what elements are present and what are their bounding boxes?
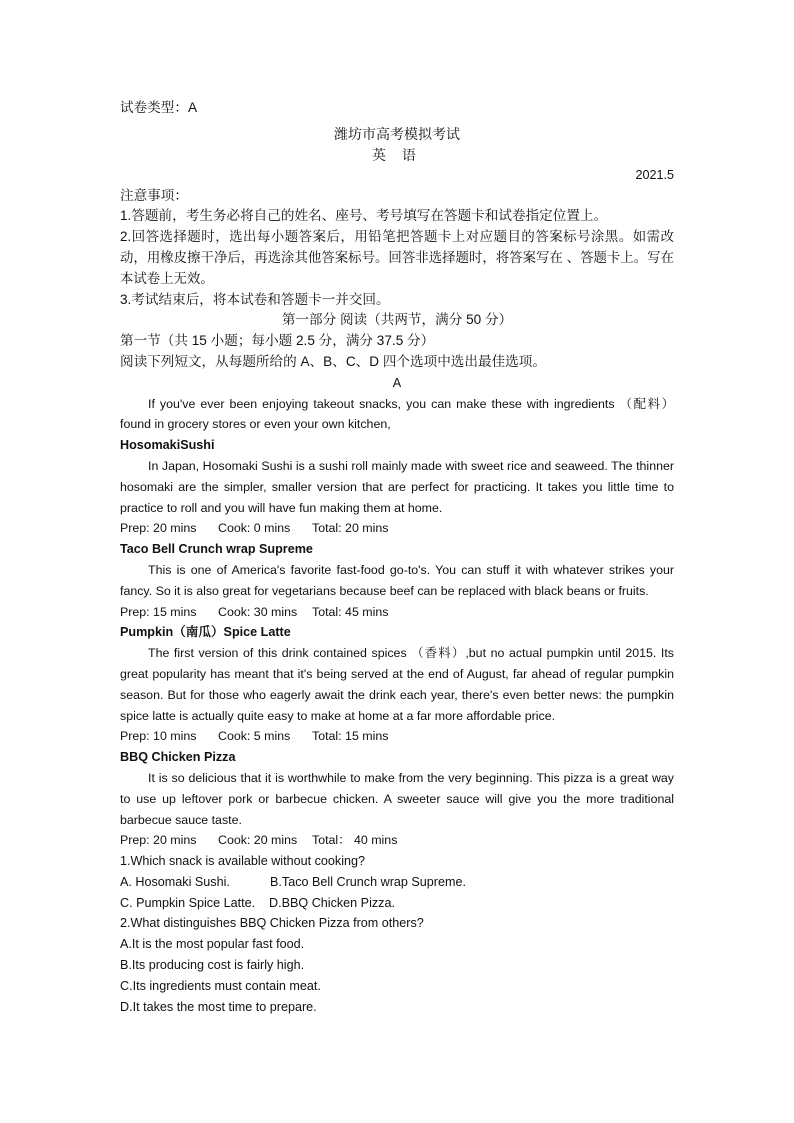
snack-times [120, 726, 674, 747]
snack-description: This is one of America's favorite fast-food go-to's. You can stuff it with whatever strikes your fancy. So it is also great for vegetarians because beef can be replaced with black beans or fruits. [120, 562, 674, 598]
section-title: 第一节（共 15 小题；每小题 2.5 分，满分 37.5 分） [120, 333, 435, 349]
passage-intro: If you've ever been enjoying takeout snacks, you can make these with ingredients （配料） found in grocery stores or even your own kitchen, [120, 396, 674, 432]
prep-time: Prep: 10 mins [120, 729, 197, 744]
total-time: Total: 20 mins [312, 521, 389, 536]
option-b: B.Its producing cost is fairly high. [120, 958, 305, 973]
notice-item-1: 1.答题前，考生务必将自己的姓名、座号、考号填写在答题卡和试卷指定位置上。 [120, 208, 608, 224]
option-c: C. Pumpkin Spice Latte. [120, 895, 256, 910]
option-row [120, 872, 674, 893]
snack-times [120, 830, 674, 851]
snack-times [120, 602, 674, 623]
option-c: C.Its ingredients must contain meat. [120, 978, 321, 993]
snack-taco-bell [120, 539, 674, 622]
instruction: 阅读下列短文，从每题所给的 A、B、C、D 四个选项中选出最佳选项。 [120, 353, 546, 369]
snack-name: HosomakiSushi [120, 438, 215, 453]
passage-label: A [392, 375, 402, 390]
cook-time: Cook: 20 mins [218, 833, 298, 848]
question-1 [120, 851, 674, 913]
prep-time: Prep: 20 mins [120, 833, 197, 848]
question-stem: 2.What distinguishes BBQ Chicken Pizza from others? [120, 916, 424, 931]
notice-heading: 注意事项： [120, 187, 188, 203]
prep-time: Prep: 20 mins [120, 521, 197, 536]
total-time: Total: 45 mins [312, 604, 389, 619]
snack-name: Taco Bell Crunch wrap Supreme [120, 542, 313, 557]
notice-item-3: 3.考试结束后，将本试卷和答题卡一并交回。 [120, 291, 390, 307]
option-d: D.BBQ Chicken Pizza. [269, 895, 395, 910]
snack-description: In Japan, Hosomaki Sushi is a sushi roll mainly made with sweet rice and seaweed. The thinner hosomaki are the simpler, smaller version that are perfect for practicing. It takes you little time to practice to roll and you will have fun making them at home. [120, 458, 674, 515]
prep-time: Prep: 15 mins [120, 604, 197, 619]
subject-title: 英 语 [372, 146, 422, 163]
question-2 [120, 913, 674, 1017]
option-a: A. Hosomaki Sushi. [120, 874, 230, 889]
exam-title: 潍坊市高考模拟考试 [334, 125, 460, 142]
paper-type: 试卷类型：A [120, 100, 198, 115]
notice-item-2: 2.回答选择题时，选出每小题答案后，用铅笔把答题卡上对应题目的答案标号涂黑。如需改动，用橡皮擦干净后，再选涂其他答案标号。回答非选择题时，将答案写在 、答题卡上。写在本试卷上无效。 [120, 229, 674, 286]
option-b: B.Taco Bell Crunch wrap Supreme. [270, 874, 466, 889]
cook-time: Cook: 0 mins [218, 521, 291, 536]
option-row [120, 893, 674, 914]
snack-description: The first version of this drink contained spices （香料）,but no actual pumpkin until 2015. Its great popularity has meant that it's being served at the end of August, far ahead of regular pumpkin season. But for those who eagerly await the drink each year, there's even better news: the pumpkin spice latte is actually quite easy to make at home at a far more affordable price. [120, 646, 674, 723]
total-time: Total： 40 mins [312, 833, 398, 848]
option-d: D.It takes the most time to prepare. [120, 999, 317, 1014]
cook-time: Cook: 30 mins [218, 604, 298, 619]
total-time: Total: 15 mins [312, 729, 389, 744]
snack-description: It is so delicious that it is worthwhile to make from the very beginning. This pizza is a great way to use up leftover pork or barbecue chicken. A sweeter sauce will give you the more traditional barbecue sauce taste. [120, 770, 674, 827]
cook-time: Cook: 5 mins [218, 729, 291, 744]
exam-date: 2021.5 [635, 167, 674, 182]
question-stem: 1.Which snack is available without cooking? [120, 854, 366, 869]
snack-hosomaki [120, 435, 674, 539]
exam-page [120, 98, 674, 1017]
option-a: A.It is the most popular fast food. [120, 937, 305, 952]
snack-name: BBQ Chicken Pizza [120, 750, 236, 765]
snack-times [120, 518, 674, 539]
part-title: 第一部分 阅读（共两节，满分 50 分） [281, 312, 513, 328]
snack-pumpkin-latte [120, 622, 674, 747]
snack-name: Pumpkin（南瓜）Spice Latte [120, 625, 291, 640]
snack-bbq-pizza [120, 747, 674, 851]
